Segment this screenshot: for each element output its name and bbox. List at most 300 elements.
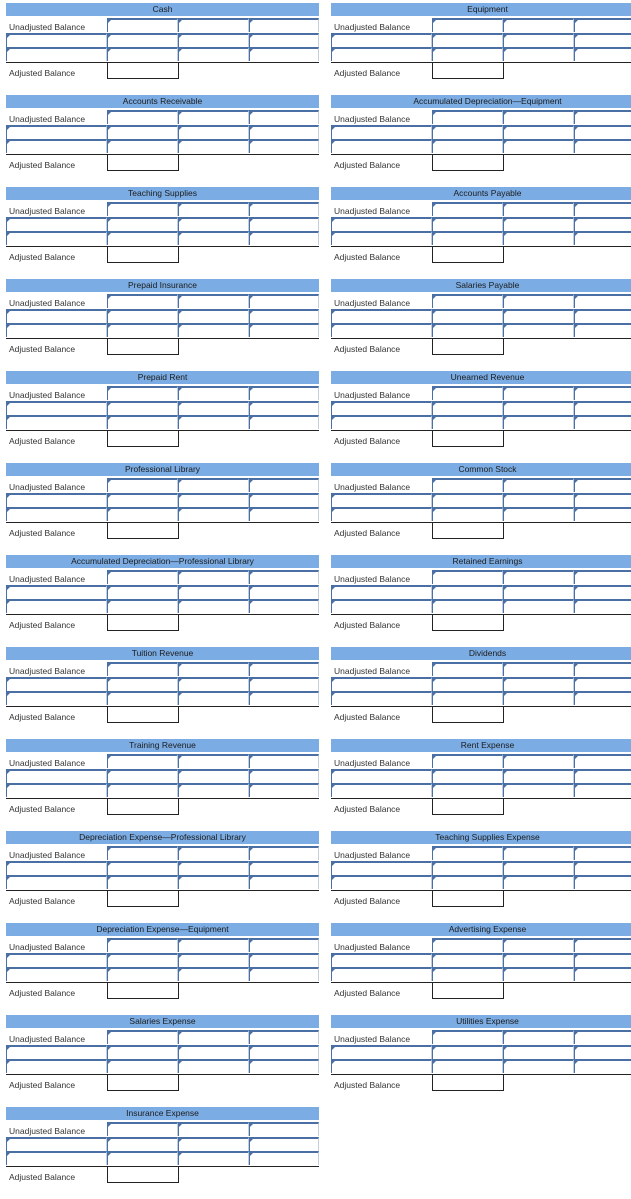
entry-debit-input[interactable] (107, 1151, 178, 1165)
entry-balance-input[interactable] (574, 691, 631, 705)
entry-description-select[interactable] (6, 677, 107, 691)
unadjusted-debit-input[interactable] (432, 294, 503, 308)
entry-balance-input[interactable] (249, 599, 319, 613)
adjusted-balance-input[interactable] (433, 983, 503, 998)
entry-description-select[interactable] (6, 139, 107, 153)
entry-credit-input[interactable] (178, 769, 249, 783)
entry-description-select[interactable] (6, 875, 107, 889)
entry-debit-input[interactable] (432, 769, 503, 783)
unadjusted-credit-input[interactable] (178, 1030, 249, 1044)
entry-credit-input[interactable] (503, 401, 574, 415)
entry-balance-input[interactable] (574, 875, 631, 889)
entry-balance-input[interactable] (249, 585, 319, 599)
adjusted-balance-input[interactable] (108, 799, 178, 814)
unadjusted-debit-input[interactable] (432, 386, 503, 400)
unadjusted-credit-input[interactable] (178, 18, 249, 32)
entry-description-select[interactable] (6, 769, 107, 783)
unadjusted-balance-input[interactable] (574, 478, 631, 492)
unadjusted-balance-input[interactable] (249, 1122, 319, 1136)
entry-balance-input[interactable] (249, 783, 319, 797)
entry-balance-input[interactable] (249, 677, 319, 691)
entry-debit-input[interactable] (432, 139, 503, 153)
entry-balance-input[interactable] (249, 953, 319, 967)
entry-debit-input[interactable] (432, 507, 503, 521)
entry-balance-input[interactable] (574, 507, 631, 521)
entry-description-select[interactable] (331, 125, 432, 139)
entry-credit-input[interactable] (178, 139, 249, 153)
entry-debit-input[interactable] (432, 967, 503, 981)
entry-credit-input[interactable] (503, 769, 574, 783)
unadjusted-credit-input[interactable] (178, 1122, 249, 1136)
entry-description-select[interactable] (331, 415, 432, 429)
adjusted-balance-input[interactable] (433, 891, 503, 906)
entry-credit-input[interactable] (503, 139, 574, 153)
entry-balance-input[interactable] (574, 1059, 631, 1073)
unadjusted-debit-input[interactable] (432, 938, 503, 952)
unadjusted-debit-input[interactable] (432, 202, 503, 216)
adjusted-balance-input[interactable] (108, 339, 178, 354)
unadjusted-debit-input[interactable] (432, 754, 503, 768)
entry-balance-input[interactable] (249, 415, 319, 429)
adjusted-balance-input[interactable] (433, 799, 503, 814)
unadjusted-credit-input[interactable] (503, 662, 574, 676)
entry-debit-input[interactable] (107, 401, 178, 415)
entry-balance-input[interactable] (249, 139, 319, 153)
entry-description-select[interactable] (6, 47, 107, 61)
unadjusted-debit-input[interactable] (432, 18, 503, 32)
unadjusted-credit-input[interactable] (178, 386, 249, 400)
entry-description-select[interactable] (6, 599, 107, 613)
unadjusted-debit-input[interactable] (432, 478, 503, 492)
entry-description-select[interactable] (6, 691, 107, 705)
unadjusted-debit-input[interactable] (107, 754, 178, 768)
entry-debit-input[interactable] (107, 677, 178, 691)
entry-description-select[interactable] (6, 1137, 107, 1151)
entry-debit-input[interactable] (107, 33, 178, 47)
entry-debit-input[interactable] (432, 875, 503, 889)
adjusted-balance-input[interactable] (433, 155, 503, 170)
entry-credit-input[interactable] (178, 323, 249, 337)
entry-description-select[interactable] (331, 691, 432, 705)
entry-debit-input[interactable] (107, 783, 178, 797)
unadjusted-balance-input[interactable] (249, 1030, 319, 1044)
unadjusted-balance-input[interactable] (249, 386, 319, 400)
entry-credit-input[interactable] (178, 691, 249, 705)
entry-debit-input[interactable] (432, 309, 503, 323)
entry-credit-input[interactable] (503, 309, 574, 323)
entry-credit-input[interactable] (503, 217, 574, 231)
entry-credit-input[interactable] (503, 415, 574, 429)
adjusted-balance-input[interactable] (433, 707, 503, 722)
entry-description-select[interactable] (6, 493, 107, 507)
entry-credit-input[interactable] (503, 1045, 574, 1059)
entry-description-select[interactable] (331, 401, 432, 415)
entry-description-select[interactable] (6, 125, 107, 139)
adjusted-balance-input[interactable] (433, 247, 503, 262)
entry-description-select[interactable] (6, 217, 107, 231)
entry-credit-input[interactable] (503, 783, 574, 797)
entry-credit-input[interactable] (503, 507, 574, 521)
unadjusted-debit-input[interactable] (432, 846, 503, 860)
entry-debit-input[interactable] (107, 139, 178, 153)
entry-balance-input[interactable] (249, 493, 319, 507)
entry-credit-input[interactable] (503, 493, 574, 507)
entry-debit-input[interactable] (432, 217, 503, 231)
entry-description-select[interactable] (331, 1045, 432, 1059)
entry-balance-input[interactable] (249, 1045, 319, 1059)
entry-debit-input[interactable] (107, 953, 178, 967)
entry-description-select[interactable] (331, 861, 432, 875)
entry-balance-input[interactable] (249, 507, 319, 521)
unadjusted-debit-input[interactable] (107, 294, 178, 308)
entry-debit-input[interactable] (432, 1059, 503, 1073)
entry-balance-input[interactable] (574, 139, 631, 153)
entry-credit-input[interactable] (503, 861, 574, 875)
unadjusted-balance-input[interactable] (249, 754, 319, 768)
entry-description-select[interactable] (6, 953, 107, 967)
entry-description-select[interactable] (331, 783, 432, 797)
adjusted-balance-input[interactable] (108, 1075, 178, 1090)
entry-description-select[interactable] (6, 967, 107, 981)
entry-description-select[interactable] (331, 585, 432, 599)
entry-debit-input[interactable] (107, 691, 178, 705)
unadjusted-credit-input[interactable] (178, 478, 249, 492)
entry-debit-input[interactable] (432, 125, 503, 139)
entry-balance-input[interactable] (574, 125, 631, 139)
unadjusted-debit-input[interactable] (432, 662, 503, 676)
entry-description-select[interactable] (331, 967, 432, 981)
unadjusted-debit-input[interactable] (432, 570, 503, 584)
entry-balance-input[interactable] (249, 33, 319, 47)
entry-description-select[interactable] (331, 493, 432, 507)
unadjusted-debit-input[interactable] (107, 1030, 178, 1044)
unadjusted-credit-input[interactable] (178, 938, 249, 952)
adjusted-balance-input[interactable] (108, 707, 178, 722)
unadjusted-credit-input[interactable] (503, 846, 574, 860)
entry-description-select[interactable] (331, 217, 432, 231)
entry-description-select[interactable] (6, 415, 107, 429)
adjusted-balance-input[interactable] (108, 1167, 178, 1182)
entry-credit-input[interactable] (178, 1137, 249, 1151)
entry-balance-input[interactable] (574, 493, 631, 507)
unadjusted-balance-input[interactable] (249, 294, 319, 308)
entry-balance-input[interactable] (249, 769, 319, 783)
entry-debit-input[interactable] (107, 323, 178, 337)
unadjusted-credit-input[interactable] (503, 110, 574, 124)
entry-description-select[interactable] (6, 1059, 107, 1073)
unadjusted-balance-input[interactable] (574, 846, 631, 860)
entry-debit-input[interactable] (432, 493, 503, 507)
entry-balance-input[interactable] (574, 783, 631, 797)
unadjusted-credit-input[interactable] (178, 754, 249, 768)
entry-debit-input[interactable] (107, 585, 178, 599)
unadjusted-debit-input[interactable] (107, 110, 178, 124)
entry-balance-input[interactable] (249, 125, 319, 139)
adjusted-balance-input[interactable] (433, 63, 503, 78)
entry-debit-input[interactable] (107, 217, 178, 231)
entry-credit-input[interactable] (178, 953, 249, 967)
adjusted-balance-input[interactable] (108, 615, 178, 630)
entry-balance-input[interactable] (249, 967, 319, 981)
entry-credit-input[interactable] (503, 323, 574, 337)
entry-balance-input[interactable] (249, 217, 319, 231)
unadjusted-balance-input[interactable] (574, 110, 631, 124)
entry-debit-input[interactable] (432, 401, 503, 415)
entry-debit-input[interactable] (432, 1045, 503, 1059)
entry-description-select[interactable] (331, 323, 432, 337)
entry-description-select[interactable] (6, 783, 107, 797)
entry-credit-input[interactable] (178, 493, 249, 507)
entry-balance-input[interactable] (249, 875, 319, 889)
entry-balance-input[interactable] (574, 677, 631, 691)
entry-balance-input[interactable] (249, 323, 319, 337)
entry-balance-input[interactable] (574, 401, 631, 415)
unadjusted-credit-input[interactable] (178, 662, 249, 676)
entry-description-select[interactable] (331, 33, 432, 47)
entry-description-select[interactable] (6, 309, 107, 323)
entry-credit-input[interactable] (178, 585, 249, 599)
entry-description-select[interactable] (6, 507, 107, 521)
adjusted-balance-input[interactable] (433, 523, 503, 538)
entry-description-select[interactable] (331, 769, 432, 783)
entry-debit-input[interactable] (432, 585, 503, 599)
entry-credit-input[interactable] (503, 125, 574, 139)
entry-description-select[interactable] (6, 1151, 107, 1165)
unadjusted-debit-input[interactable] (432, 1030, 503, 1044)
adjusted-balance-input[interactable] (108, 983, 178, 998)
unadjusted-balance-input[interactable] (574, 202, 631, 216)
entry-credit-input[interactable] (178, 861, 249, 875)
adjusted-balance-input[interactable] (108, 63, 178, 78)
entry-description-select[interactable] (6, 323, 107, 337)
unadjusted-debit-input[interactable] (107, 478, 178, 492)
entry-debit-input[interactable] (432, 323, 503, 337)
entry-balance-input[interactable] (574, 309, 631, 323)
entry-balance-input[interactable] (574, 217, 631, 231)
entry-balance-input[interactable] (249, 401, 319, 415)
entry-credit-input[interactable] (178, 125, 249, 139)
unadjusted-debit-input[interactable] (107, 662, 178, 676)
entry-debit-input[interactable] (107, 493, 178, 507)
entry-balance-input[interactable] (249, 861, 319, 875)
entry-debit-input[interactable] (432, 691, 503, 705)
unadjusted-credit-input[interactable] (503, 938, 574, 952)
entry-balance-input[interactable] (249, 691, 319, 705)
entry-balance-input[interactable] (574, 769, 631, 783)
unadjusted-balance-input[interactable] (249, 18, 319, 32)
unadjusted-credit-input[interactable] (503, 386, 574, 400)
unadjusted-balance-input[interactable] (574, 754, 631, 768)
entry-credit-input[interactable] (178, 1059, 249, 1073)
entry-credit-input[interactable] (503, 677, 574, 691)
entry-description-select[interactable] (331, 599, 432, 613)
entry-balance-input[interactable] (249, 47, 319, 61)
entry-credit-input[interactable] (178, 401, 249, 415)
unadjusted-balance-input[interactable] (574, 1030, 631, 1044)
unadjusted-credit-input[interactable] (503, 754, 574, 768)
entry-credit-input[interactable] (178, 507, 249, 521)
entry-debit-input[interactable] (107, 415, 178, 429)
adjusted-balance-input[interactable] (433, 1075, 503, 1090)
adjusted-balance-input[interactable] (108, 247, 178, 262)
entry-balance-input[interactable] (574, 585, 631, 599)
unadjusted-balance-input[interactable] (249, 846, 319, 860)
entry-description-select[interactable] (6, 401, 107, 415)
entry-debit-input[interactable] (432, 783, 503, 797)
unadjusted-debit-input[interactable] (107, 202, 178, 216)
unadjusted-credit-input[interactable] (178, 846, 249, 860)
adjusted-balance-input[interactable] (433, 339, 503, 354)
entry-description-select[interactable] (6, 585, 107, 599)
entry-debit-input[interactable] (107, 125, 178, 139)
entry-balance-input[interactable] (574, 599, 631, 613)
entry-credit-input[interactable] (178, 1045, 249, 1059)
unadjusted-debit-input[interactable] (107, 846, 178, 860)
entry-credit-input[interactable] (178, 231, 249, 245)
entry-credit-input[interactable] (503, 47, 574, 61)
unadjusted-credit-input[interactable] (503, 202, 574, 216)
entry-credit-input[interactable] (503, 585, 574, 599)
entry-balance-input[interactable] (574, 967, 631, 981)
entry-credit-input[interactable] (178, 47, 249, 61)
unadjusted-balance-input[interactable] (249, 570, 319, 584)
entry-credit-input[interactable] (178, 415, 249, 429)
unadjusted-debit-input[interactable] (107, 938, 178, 952)
entry-credit-input[interactable] (503, 691, 574, 705)
unadjusted-balance-input[interactable] (574, 662, 631, 676)
unadjusted-credit-input[interactable] (178, 110, 249, 124)
entry-credit-input[interactable] (178, 1151, 249, 1165)
entry-debit-input[interactable] (432, 415, 503, 429)
entry-balance-input[interactable] (574, 231, 631, 245)
unadjusted-debit-input[interactable] (107, 570, 178, 584)
entry-debit-input[interactable] (432, 677, 503, 691)
unadjusted-balance-input[interactable] (249, 202, 319, 216)
entry-balance-input[interactable] (574, 323, 631, 337)
entry-credit-input[interactable] (503, 599, 574, 613)
entry-balance-input[interactable] (249, 309, 319, 323)
entry-credit-input[interactable] (178, 217, 249, 231)
unadjusted-debit-input[interactable] (107, 1122, 178, 1136)
entry-description-select[interactable] (331, 875, 432, 889)
entry-debit-input[interactable] (107, 967, 178, 981)
entry-description-select[interactable] (6, 1045, 107, 1059)
unadjusted-balance-input[interactable] (249, 110, 319, 124)
entry-balance-input[interactable] (574, 415, 631, 429)
unadjusted-credit-input[interactable] (503, 18, 574, 32)
entry-debit-input[interactable] (432, 231, 503, 245)
unadjusted-balance-input[interactable] (574, 386, 631, 400)
unadjusted-credit-input[interactable] (503, 294, 574, 308)
entry-balance-input[interactable] (574, 33, 631, 47)
entry-debit-input[interactable] (107, 861, 178, 875)
entry-credit-input[interactable] (178, 783, 249, 797)
entry-credit-input[interactable] (503, 967, 574, 981)
entry-debit-input[interactable] (432, 953, 503, 967)
entry-debit-input[interactable] (432, 47, 503, 61)
entry-balance-input[interactable] (249, 1137, 319, 1151)
entry-description-select[interactable] (331, 1059, 432, 1073)
entry-description-select[interactable] (6, 33, 107, 47)
entry-debit-input[interactable] (107, 309, 178, 323)
unadjusted-credit-input[interactable] (178, 294, 249, 308)
entry-credit-input[interactable] (178, 33, 249, 47)
entry-description-select[interactable] (331, 231, 432, 245)
entry-credit-input[interactable] (178, 677, 249, 691)
entry-debit-input[interactable] (107, 1045, 178, 1059)
entry-description-select[interactable] (331, 953, 432, 967)
unadjusted-balance-input[interactable] (574, 18, 631, 32)
entry-balance-input[interactable] (249, 231, 319, 245)
entry-debit-input[interactable] (107, 47, 178, 61)
entry-debit-input[interactable] (107, 769, 178, 783)
unadjusted-credit-input[interactable] (503, 1030, 574, 1044)
entry-balance-input[interactable] (574, 1045, 631, 1059)
entry-balance-input[interactable] (249, 1151, 319, 1165)
entry-balance-input[interactable] (574, 861, 631, 875)
entry-description-select[interactable] (6, 861, 107, 875)
entry-credit-input[interactable] (503, 33, 574, 47)
unadjusted-balance-input[interactable] (249, 938, 319, 952)
entry-debit-input[interactable] (432, 33, 503, 47)
unadjusted-credit-input[interactable] (178, 570, 249, 584)
entry-debit-input[interactable] (107, 507, 178, 521)
entry-description-select[interactable] (331, 507, 432, 521)
adjusted-balance-input[interactable] (108, 155, 178, 170)
unadjusted-credit-input[interactable] (178, 202, 249, 216)
unadjusted-balance-input[interactable] (574, 570, 631, 584)
unadjusted-debit-input[interactable] (107, 386, 178, 400)
entry-description-select[interactable] (6, 231, 107, 245)
entry-credit-input[interactable] (178, 875, 249, 889)
entry-debit-input[interactable] (107, 1137, 178, 1151)
entry-balance-input[interactable] (574, 953, 631, 967)
entry-debit-input[interactable] (107, 875, 178, 889)
unadjusted-debit-input[interactable] (107, 18, 178, 32)
entry-debit-input[interactable] (107, 231, 178, 245)
adjusted-balance-input[interactable] (108, 891, 178, 906)
unadjusted-balance-input[interactable] (574, 938, 631, 952)
entry-debit-input[interactable] (107, 1059, 178, 1073)
entry-credit-input[interactable] (503, 231, 574, 245)
unadjusted-balance-input[interactable] (249, 478, 319, 492)
adjusted-balance-input[interactable] (108, 431, 178, 446)
entry-credit-input[interactable] (503, 953, 574, 967)
entry-credit-input[interactable] (503, 1059, 574, 1073)
entry-description-select[interactable] (331, 139, 432, 153)
unadjusted-credit-input[interactable] (503, 478, 574, 492)
unadjusted-balance-input[interactable] (249, 662, 319, 676)
entry-description-select[interactable] (331, 309, 432, 323)
unadjusted-credit-input[interactable] (503, 570, 574, 584)
entry-debit-input[interactable] (107, 599, 178, 613)
entry-credit-input[interactable] (178, 599, 249, 613)
entry-credit-input[interactable] (178, 967, 249, 981)
entry-debit-input[interactable] (432, 599, 503, 613)
entry-balance-input[interactable] (249, 1059, 319, 1073)
adjusted-balance-input[interactable] (433, 431, 503, 446)
entry-credit-input[interactable] (503, 875, 574, 889)
adjusted-balance-input[interactable] (433, 615, 503, 630)
entry-debit-input[interactable] (432, 861, 503, 875)
entry-description-select[interactable] (331, 47, 432, 61)
unadjusted-debit-input[interactable] (432, 110, 503, 124)
entry-balance-input[interactable] (574, 47, 631, 61)
entry-description-select[interactable] (331, 677, 432, 691)
entry-credit-input[interactable] (178, 309, 249, 323)
adjusted-balance-input[interactable] (108, 523, 178, 538)
unadjusted-balance-input[interactable] (574, 294, 631, 308)
